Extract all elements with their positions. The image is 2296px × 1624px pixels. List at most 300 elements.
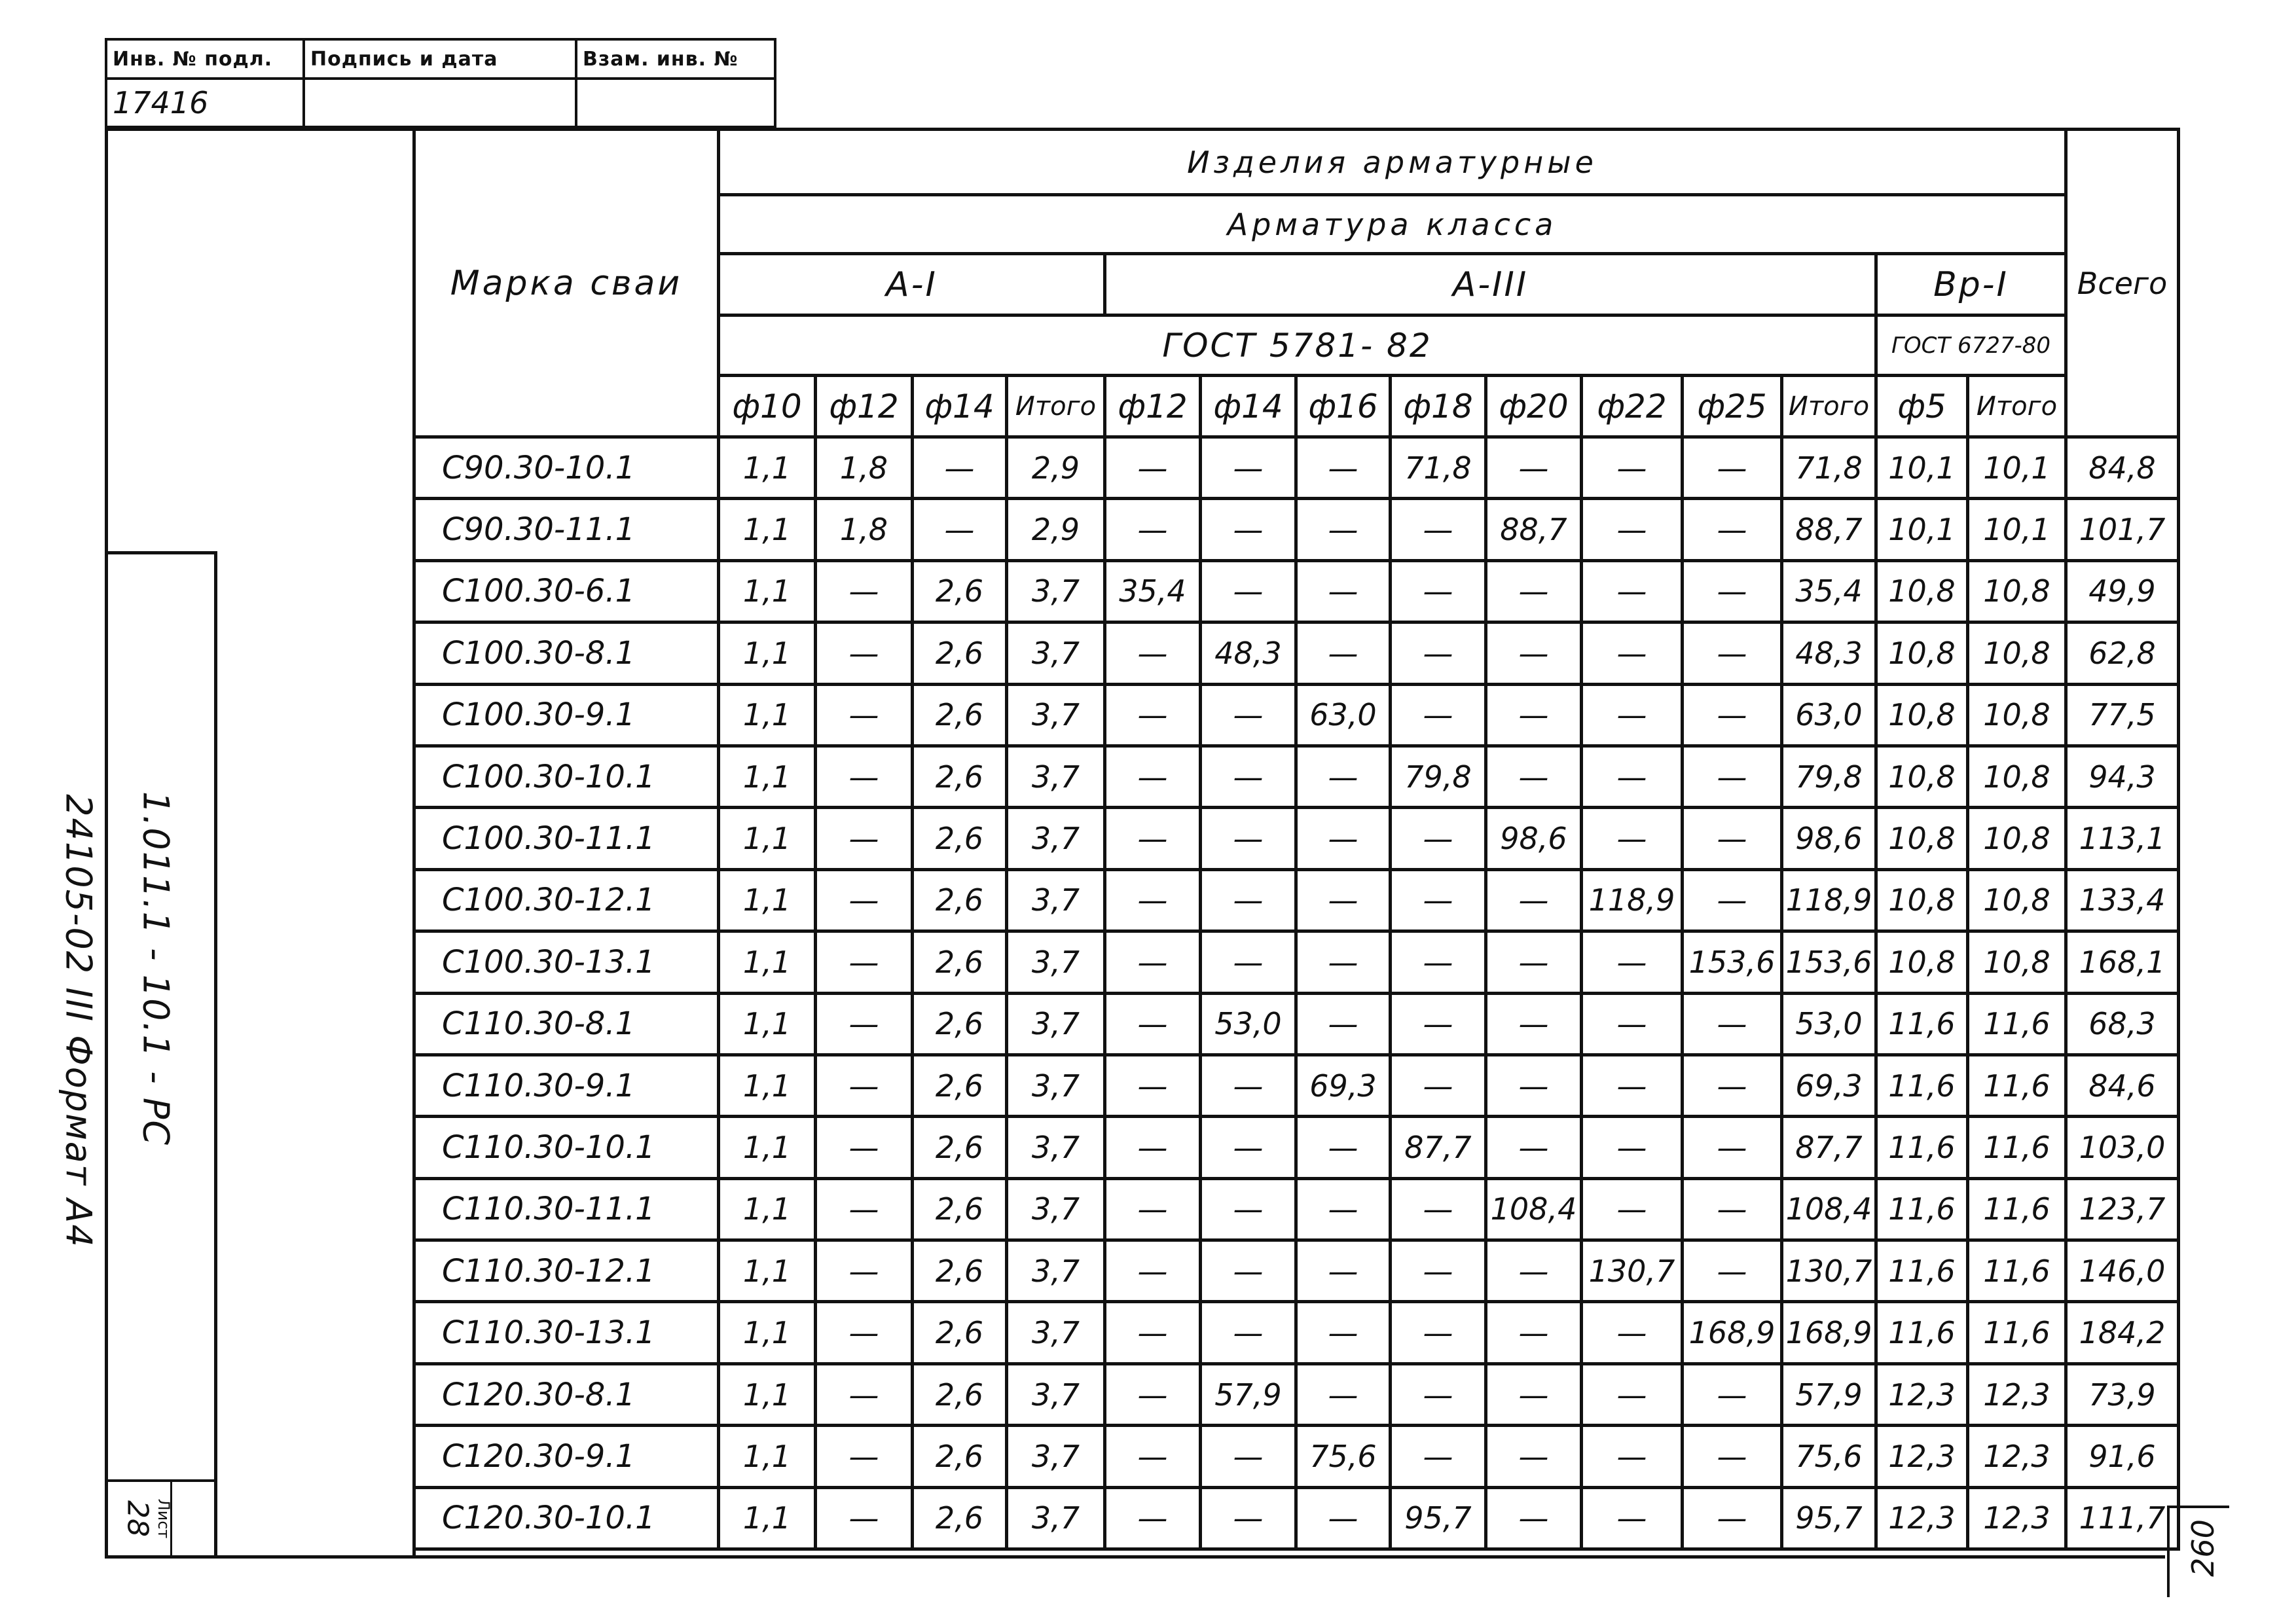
- value-cell: —: [1201, 808, 1296, 869]
- value-cell: —: [1105, 1055, 1201, 1116]
- value-cell: 3,7: [1007, 746, 1105, 807]
- value-cell: 2,6: [913, 1426, 1007, 1487]
- column-header: ф16: [1296, 376, 1391, 437]
- value-cell: —: [1296, 1117, 1391, 1178]
- value-cell: 57,9: [1201, 1363, 1296, 1425]
- value-cell: —: [1105, 1487, 1201, 1549]
- value-cell: —: [1201, 1117, 1296, 1178]
- value-cell: 12,3: [1876, 1363, 1968, 1425]
- value-cell: 118,9: [1782, 869, 1876, 931]
- value-cell: 168,1: [2066, 931, 2179, 993]
- value-cell: —: [913, 437, 1007, 499]
- value-cell: —: [1201, 1302, 1296, 1363]
- stamp-replace-cell: [576, 79, 775, 127]
- value-cell: —: [1582, 437, 1683, 499]
- value-cell: —: [1296, 437, 1391, 499]
- value-cell: —: [1683, 684, 1782, 746]
- value-cell: —: [1296, 746, 1391, 807]
- pile-mark-cell: С110.30-9.1: [414, 1055, 719, 1116]
- value-cell: —: [1486, 1302, 1582, 1363]
- value-cell: —: [1582, 623, 1683, 684]
- value-cell: 2,6: [913, 1363, 1007, 1425]
- value-cell: 35,4: [1105, 560, 1201, 622]
- value-cell: 11,6: [1876, 1302, 1968, 1363]
- stamp-inv-no: 17416: [106, 79, 304, 127]
- header-class: Арматура класса: [719, 195, 2066, 254]
- value-cell: —: [816, 1487, 913, 1549]
- value-cell: 75,6: [1782, 1426, 1876, 1487]
- value-cell: —: [816, 1302, 913, 1363]
- column-header: Итого: [1007, 376, 1105, 437]
- value-cell: 10,8: [1876, 560, 1968, 622]
- value-cell: 10,8: [1968, 931, 2066, 993]
- value-cell: —: [1683, 808, 1782, 869]
- value-cell: —: [1582, 1426, 1683, 1487]
- value-cell: —: [1105, 746, 1201, 807]
- value-cell: 79,8: [1391, 746, 1486, 807]
- value-cell: 73,9: [2066, 1363, 2179, 1425]
- value-cell: 71,8: [1391, 437, 1486, 499]
- value-cell: 168,9: [1683, 1302, 1782, 1363]
- value-cell: 2,9: [1007, 437, 1105, 499]
- value-cell: 3,7: [1007, 1426, 1105, 1487]
- value-cell: 48,3: [1782, 623, 1876, 684]
- pile-mark-cell: С110.30-11.1: [414, 1178, 719, 1240]
- header-products: Изделия арматурные: [719, 130, 2066, 195]
- pile-mark-cell: С120.30-10.1: [414, 1487, 719, 1549]
- table-row: [414, 560, 2179, 622]
- value-cell: 1,8: [816, 437, 913, 499]
- value-cell: —: [1391, 560, 1486, 622]
- value-cell: —: [816, 1363, 913, 1425]
- value-cell: —: [1683, 1487, 1782, 1549]
- table-row: [414, 437, 2179, 499]
- column-header: Итого: [1968, 376, 2066, 437]
- value-cell: —: [1582, 560, 1683, 622]
- pile-mark-cell: С100.30-9.1: [414, 684, 719, 746]
- value-cell: —: [1391, 1055, 1486, 1116]
- value-cell: —: [1391, 1363, 1486, 1425]
- value-cell: 11,6: [1968, 1178, 2066, 1240]
- value-cell: 111,7: [2066, 1487, 2179, 1549]
- value-cell: —: [1683, 1117, 1782, 1178]
- value-cell: 2,6: [913, 869, 1007, 931]
- value-cell: —: [1296, 499, 1391, 560]
- value-cell: —: [816, 1055, 913, 1116]
- value-cell: 2,6: [913, 1240, 1007, 1302]
- value-cell: —: [1486, 1426, 1582, 1487]
- value-cell: 10,8: [1876, 623, 1968, 684]
- value-cell: —: [1296, 623, 1391, 684]
- value-cell: —: [1201, 1055, 1296, 1116]
- value-cell: 98,6: [1782, 808, 1876, 869]
- value-cell: —: [816, 1426, 913, 1487]
- value-cell: 2,6: [913, 560, 1007, 622]
- value-cell: —: [1683, 1363, 1782, 1425]
- pile-mark-cell: С120.30-9.1: [414, 1426, 719, 1487]
- value-cell: 10,8: [1968, 808, 2066, 869]
- value-cell: 153,6: [1782, 931, 1876, 993]
- value-cell: 98,6: [1486, 808, 1582, 869]
- value-cell: 133,4: [2066, 869, 2179, 931]
- column-header: ф10: [719, 376, 816, 437]
- value-cell: —: [1582, 1178, 1683, 1240]
- value-cell: 69,3: [1296, 1055, 1391, 1116]
- stamp-header-inv: Инв. № подл.: [106, 39, 304, 79]
- value-cell: 95,7: [1782, 1487, 1876, 1549]
- value-cell: 48,3: [1201, 623, 1296, 684]
- value-cell: 3,7: [1007, 1363, 1105, 1425]
- table-row: [414, 623, 2179, 684]
- value-cell: —: [1683, 1178, 1782, 1240]
- value-cell: 87,7: [1391, 1117, 1486, 1178]
- pile-mark-cell: С90.30-10.1: [414, 437, 719, 499]
- value-cell: —: [1486, 684, 1582, 746]
- value-cell: 1,1: [719, 1302, 816, 1363]
- value-cell: —: [1582, 808, 1683, 869]
- value-cell: 11,6: [1968, 993, 2066, 1055]
- value-cell: —: [816, 684, 913, 746]
- column-header: ф20: [1486, 376, 1582, 437]
- value-cell: 12,3: [1968, 1426, 2066, 1487]
- value-cell: 108,4: [1486, 1178, 1582, 1240]
- value-cell: 153,6: [1683, 931, 1782, 993]
- table-row: [414, 1487, 2179, 1549]
- value-cell: 49,9: [2066, 560, 2179, 622]
- value-cell: —: [1391, 684, 1486, 746]
- value-cell: —: [1486, 746, 1582, 807]
- value-cell: —: [1391, 1240, 1486, 1302]
- table-row: [414, 1363, 2179, 1425]
- value-cell: 10,8: [1876, 684, 1968, 746]
- value-cell: —: [1683, 1055, 1782, 1116]
- column-header: ф5: [1876, 376, 1968, 437]
- value-cell: —: [1296, 1240, 1391, 1302]
- value-cell: —: [1582, 1117, 1683, 1178]
- value-cell: 10,8: [1968, 684, 2066, 746]
- group-a3: А-III: [1105, 254, 1876, 316]
- value-cell: 2,6: [913, 1487, 1007, 1549]
- value-cell: —: [816, 869, 913, 931]
- value-cell: —: [1486, 1363, 1582, 1425]
- value-cell: —: [1105, 1240, 1201, 1302]
- value-cell: 2,6: [913, 746, 1007, 807]
- column-header: ф25: [1683, 376, 1782, 437]
- value-cell: 1,1: [719, 1178, 816, 1240]
- value-cell: 3,7: [1007, 1240, 1105, 1302]
- value-cell: 53,0: [1782, 993, 1876, 1055]
- pile-mark-cell: С110.30-8.1: [414, 993, 719, 1055]
- value-cell: —: [1296, 1302, 1391, 1363]
- value-cell: —: [1391, 993, 1486, 1055]
- value-cell: 103,0: [2066, 1117, 2179, 1178]
- value-cell: —: [1486, 560, 1582, 622]
- value-cell: 88,7: [1782, 499, 1876, 560]
- value-cell: —: [1486, 993, 1582, 1055]
- value-cell: —: [816, 808, 913, 869]
- value-cell: —: [1201, 746, 1296, 807]
- value-cell: 94,3: [2066, 746, 2179, 807]
- value-cell: 130,7: [1582, 1240, 1683, 1302]
- value-cell: —: [1582, 499, 1683, 560]
- value-cell: —: [816, 1240, 913, 1302]
- column-header: Итого: [1782, 376, 1876, 437]
- value-cell: 3,7: [1007, 623, 1105, 684]
- value-cell: 10,1: [1876, 499, 1968, 560]
- column-header: ф12: [1105, 376, 1201, 437]
- value-cell: —: [1296, 931, 1391, 993]
- value-cell: —: [1201, 1240, 1296, 1302]
- value-cell: 10,1: [1968, 499, 2066, 560]
- value-cell: 35,4: [1782, 560, 1876, 622]
- value-cell: —: [1105, 1426, 1201, 1487]
- value-cell: 123,7: [2066, 1178, 2179, 1240]
- value-cell: 2,6: [913, 808, 1007, 869]
- value-cell: 1,1: [719, 1487, 816, 1549]
- value-cell: 3,7: [1007, 684, 1105, 746]
- value-cell: 10,8: [1968, 623, 2066, 684]
- table-row: [414, 808, 2179, 869]
- value-cell: 69,3: [1782, 1055, 1876, 1116]
- value-cell: 77,5: [2066, 684, 2179, 746]
- value-cell: 95,7: [1391, 1487, 1486, 1549]
- value-cell: 1,1: [719, 1117, 816, 1178]
- column-header: ф22: [1582, 376, 1683, 437]
- value-cell: —: [1391, 869, 1486, 931]
- value-cell: —: [1391, 499, 1486, 560]
- pile-mark-cell: С110.30-12.1: [414, 1240, 719, 1302]
- value-cell: 1,1: [719, 684, 816, 746]
- table-row: [414, 1178, 2179, 1240]
- table-row: [414, 1302, 2179, 1363]
- value-cell: 1,1: [719, 437, 816, 499]
- value-cell: —: [816, 931, 913, 993]
- value-cell: 3,7: [1007, 931, 1105, 993]
- value-cell: —: [1105, 1178, 1201, 1240]
- value-cell: 1,1: [719, 931, 816, 993]
- value-cell: 10,1: [1876, 437, 1968, 499]
- page-number: 260: [2185, 1519, 2221, 1577]
- value-cell: 168,9: [1782, 1302, 1876, 1363]
- value-cell: 57,9: [1782, 1363, 1876, 1425]
- value-cell: —: [1582, 1302, 1683, 1363]
- value-cell: —: [1391, 931, 1486, 993]
- value-cell: 184,2: [2066, 1302, 2179, 1363]
- gost-bp: ГОСТ 6727-80: [1876, 316, 2066, 376]
- value-cell: —: [1582, 1055, 1683, 1116]
- value-cell: —: [1201, 437, 1296, 499]
- value-cell: —: [1105, 1117, 1201, 1178]
- value-cell: —: [1201, 1426, 1296, 1487]
- value-cell: 2,6: [913, 623, 1007, 684]
- value-cell: —: [1296, 993, 1391, 1055]
- value-cell: —: [1105, 1363, 1201, 1425]
- value-cell: —: [1582, 993, 1683, 1055]
- value-cell: —: [1391, 808, 1486, 869]
- value-cell: —: [1683, 746, 1782, 807]
- value-cell: —: [816, 746, 913, 807]
- value-cell: —: [1296, 1487, 1391, 1549]
- value-cell: 3,7: [1007, 560, 1105, 622]
- value-cell: 2,6: [913, 684, 1007, 746]
- value-cell: —: [1296, 560, 1391, 622]
- value-cell: 118,9: [1582, 869, 1683, 931]
- value-cell: 2,6: [913, 1117, 1007, 1178]
- value-cell: 87,7: [1782, 1117, 1876, 1178]
- value-cell: —: [913, 499, 1007, 560]
- value-cell: 11,6: [1876, 1055, 1968, 1116]
- value-cell: 12,3: [1876, 1426, 1968, 1487]
- value-cell: —: [1105, 869, 1201, 931]
- value-cell: 1,1: [719, 1363, 816, 1425]
- value-cell: —: [1486, 931, 1582, 993]
- table-row: [414, 746, 2179, 807]
- value-cell: 1,8: [816, 499, 913, 560]
- value-cell: 1,1: [719, 1426, 816, 1487]
- value-cell: —: [1683, 993, 1782, 1055]
- column-header: ф14: [1201, 376, 1296, 437]
- value-cell: —: [1486, 869, 1582, 931]
- value-cell: 1,1: [719, 623, 816, 684]
- group-a1: А-I: [719, 254, 1105, 316]
- value-cell: 3,7: [1007, 869, 1105, 931]
- value-cell: 75,6: [1296, 1426, 1391, 1487]
- value-cell: —: [1391, 623, 1486, 684]
- value-cell: 11,6: [1876, 1117, 1968, 1178]
- value-cell: 108,4: [1782, 1178, 1876, 1240]
- value-cell: 2,6: [913, 993, 1007, 1055]
- value-cell: 101,7: [2066, 499, 2179, 560]
- value-cell: —: [1391, 1178, 1486, 1240]
- pile-mark-cell: С100.30-8.1: [414, 623, 719, 684]
- value-cell: 84,8: [2066, 437, 2179, 499]
- value-cell: 11,6: [1876, 1240, 1968, 1302]
- value-cell: 11,6: [1968, 1117, 2066, 1178]
- value-cell: —: [1486, 1487, 1582, 1549]
- table-row: [414, 1117, 2179, 1178]
- value-cell: 10,8: [1876, 746, 1968, 807]
- value-cell: —: [1296, 1363, 1391, 1425]
- mark-header: Марка сваи: [414, 130, 719, 437]
- value-cell: —: [1582, 1487, 1683, 1549]
- value-cell: —: [1105, 499, 1201, 560]
- value-cell: 2,6: [913, 1055, 1007, 1116]
- stamp-signature-cell: [304, 79, 576, 127]
- pile-mark-cell: С120.30-8.1: [414, 1363, 719, 1425]
- pile-mark-cell: С100.30-10.1: [414, 746, 719, 807]
- value-cell: —: [1683, 437, 1782, 499]
- value-cell: —: [1582, 746, 1683, 807]
- value-cell: 3,7: [1007, 1487, 1105, 1549]
- value-cell: 3,7: [1007, 1055, 1105, 1116]
- value-cell: —: [1486, 1240, 1582, 1302]
- column-header: ф12: [816, 376, 913, 437]
- reinforcement-table: [412, 128, 2180, 1551]
- sheet-label: Лист: [155, 1498, 173, 1539]
- value-cell: 10,8: [1968, 560, 2066, 622]
- group-bp1: Вр-I: [1876, 254, 2066, 316]
- pile-mark-cell: С110.30-13.1: [414, 1302, 719, 1363]
- column-header: ф18: [1391, 376, 1486, 437]
- value-cell: 2,6: [913, 1178, 1007, 1240]
- value-cell: 3,7: [1007, 808, 1105, 869]
- value-cell: 84,6: [2066, 1055, 2179, 1116]
- value-cell: 88,7: [1486, 499, 1582, 560]
- column-header: ф14: [913, 376, 1007, 437]
- value-cell: —: [1391, 1426, 1486, 1487]
- value-cell: —: [816, 623, 913, 684]
- document-code: 1.011.1 - 10.1 - РС: [135, 791, 177, 1147]
- value-cell: 91,6: [2066, 1426, 2179, 1487]
- value-cell: —: [1201, 684, 1296, 746]
- gost-main: ГОСТ 5781- 82: [719, 316, 1876, 376]
- approval-stamp: [105, 38, 776, 128]
- pile-mark-cell: С110.30-10.1: [414, 1117, 719, 1178]
- value-cell: —: [816, 1178, 913, 1240]
- value-cell: 1,1: [719, 808, 816, 869]
- value-cell: —: [1486, 623, 1582, 684]
- value-cell: 1,1: [719, 560, 816, 622]
- value-cell: —: [1486, 437, 1582, 499]
- pile-mark-cell: С100.30-12.1: [414, 869, 719, 931]
- document-cipher: 24105-02 III Формат А4: [58, 794, 100, 1248]
- pile-mark-cell: С100.30-6.1: [414, 560, 719, 622]
- value-cell: —: [1296, 1178, 1391, 1240]
- value-cell: —: [1105, 808, 1201, 869]
- value-cell: —: [1105, 437, 1201, 499]
- value-cell: 146,0: [2066, 1240, 2179, 1302]
- value-cell: —: [1683, 1240, 1782, 1302]
- table-row: [414, 1055, 2179, 1116]
- value-cell: 53,0: [1201, 993, 1296, 1055]
- value-cell: 10,8: [1968, 746, 2066, 807]
- value-cell: —: [1582, 684, 1683, 746]
- value-cell: 1,1: [719, 869, 816, 931]
- value-cell: —: [1486, 1117, 1582, 1178]
- table-row: [414, 499, 2179, 560]
- total-header: Всего: [2066, 130, 2179, 437]
- table-row: [414, 1240, 2179, 1302]
- value-cell: 113,1: [2066, 808, 2179, 869]
- stamp-header-signature: Подпись и дата: [304, 39, 576, 79]
- value-cell: 2,9: [1007, 499, 1105, 560]
- value-cell: —: [1582, 931, 1683, 993]
- value-cell: 130,7: [1782, 1240, 1876, 1302]
- value-cell: 11,6: [1876, 1178, 1968, 1240]
- value-cell: —: [816, 993, 913, 1055]
- table-row: [414, 684, 2179, 746]
- value-cell: 10,8: [1876, 869, 1968, 931]
- value-cell: 3,7: [1007, 1117, 1105, 1178]
- value-cell: 12,3: [1876, 1487, 1968, 1549]
- value-cell: —: [1296, 869, 1391, 931]
- value-cell: 1,1: [719, 993, 816, 1055]
- value-cell: 11,6: [1968, 1302, 2066, 1363]
- value-cell: —: [1201, 499, 1296, 560]
- value-cell: 10,8: [1876, 808, 1968, 869]
- value-cell: 10,1: [1968, 437, 2066, 499]
- value-cell: —: [1683, 1426, 1782, 1487]
- value-cell: 79,8: [1782, 746, 1876, 807]
- value-cell: 71,8: [1782, 437, 1876, 499]
- pile-mark-cell: С100.30-11.1: [414, 808, 719, 869]
- value-cell: —: [1391, 1302, 1486, 1363]
- value-cell: —: [1201, 1487, 1296, 1549]
- value-cell: 63,0: [1296, 684, 1391, 746]
- table-row: [414, 931, 2179, 993]
- value-cell: —: [1296, 808, 1391, 869]
- value-cell: 12,3: [1968, 1487, 2066, 1549]
